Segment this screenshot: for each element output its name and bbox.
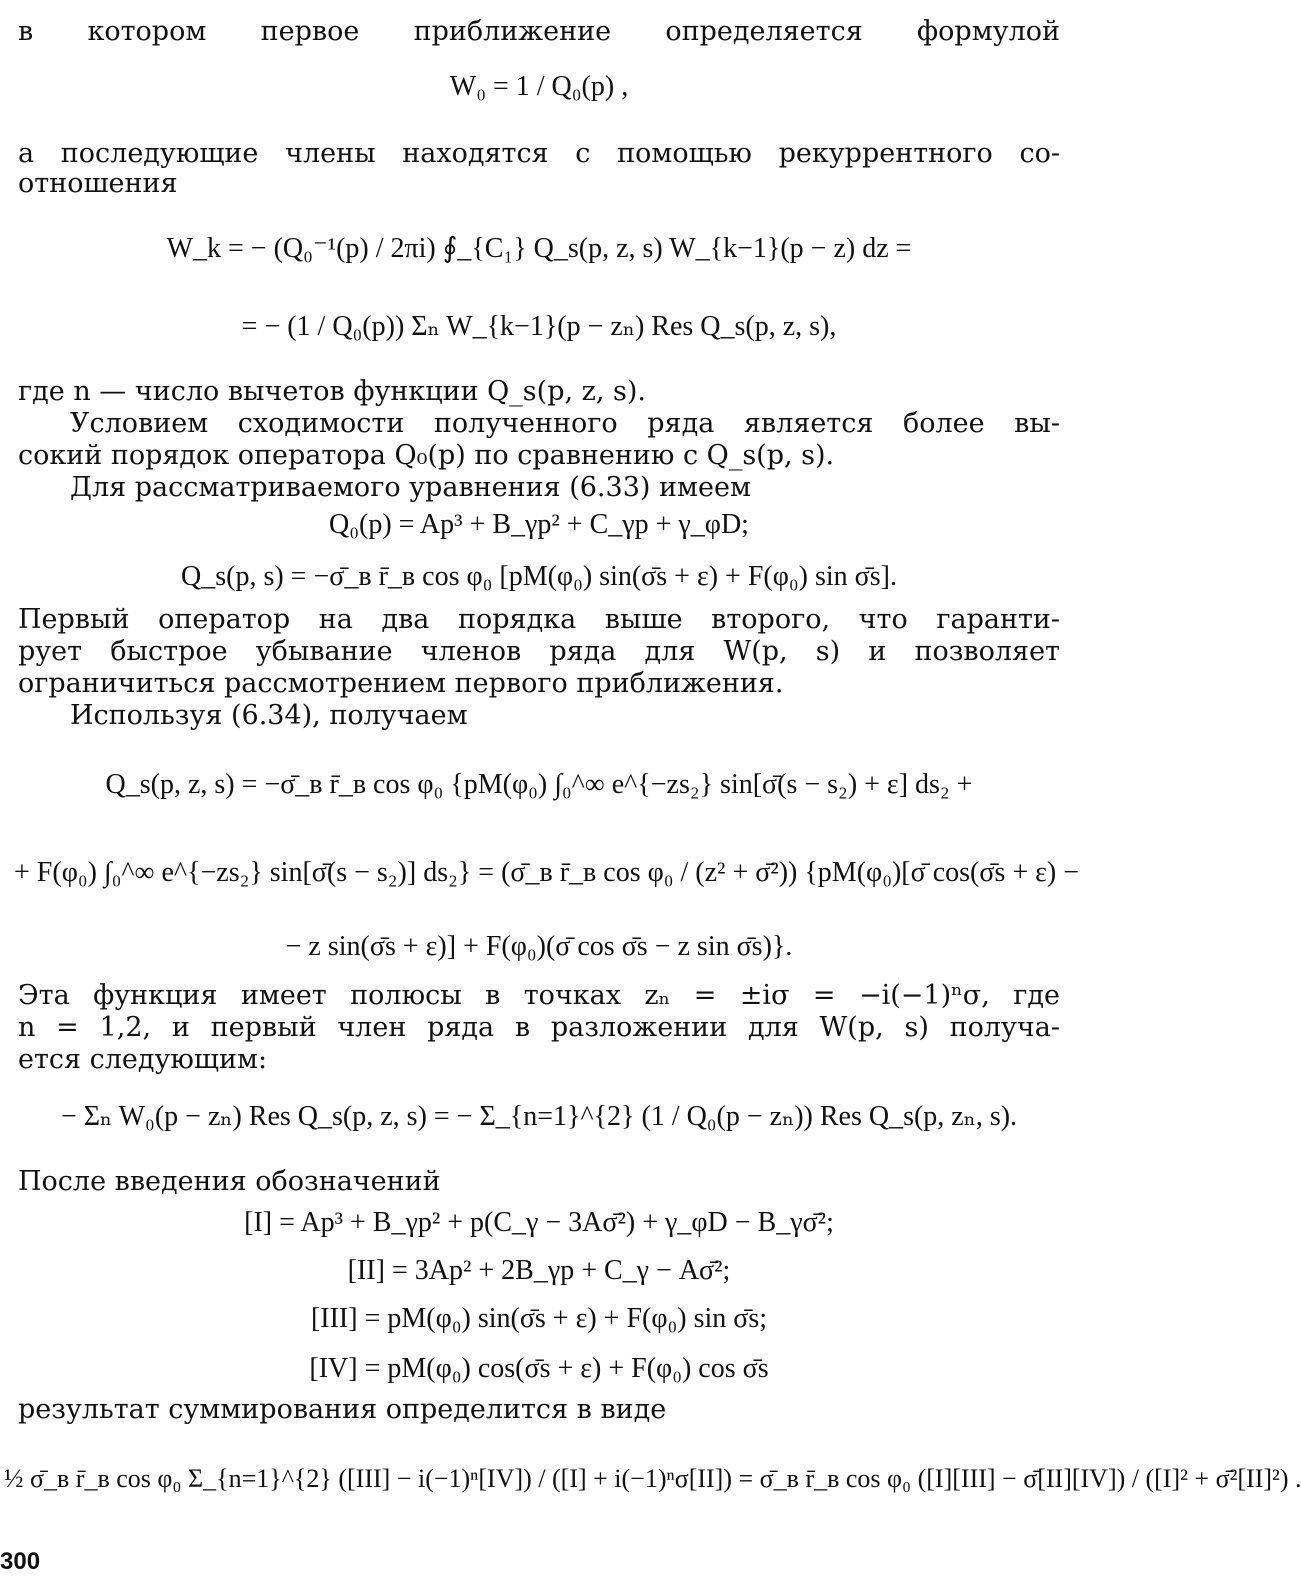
text-line: После введения обозначений <box>18 1166 441 1197</box>
text-line: рует быстрое убывание членов ряда для W(p, s) и позволяет <box>18 636 1060 667</box>
page-number: 300 <box>0 1548 41 1575</box>
text-line: результат суммирования определится в виде <box>18 1394 667 1425</box>
text-line: а последующие члены находятся с помощью рекуррентного со- <box>18 138 1060 169</box>
text-line: где n — число вычетов функции Q_s(p, z, s). <box>18 376 647 407</box>
equation: + F(φ₀) ∫₀^∞ e^{−zs₂} sin[σ̄(s − s₂)] ds₂} = (σ̄_в r̄_в cos φ₀ / (z² + σ̄²)) {pM(φ₀)[σ̄ cos(σ̄s + ε) − <box>14 857 1079 888</box>
text-line: отношения <box>18 168 178 199</box>
equation: [III] = pM(φ₀) sin(σ̄s + ε) + F(φ₀) sin σ̄s; <box>310 1303 768 1334</box>
equation: Q₀(p) = Ap³ + B_γp² + C_γp + γ_φD; <box>329 509 749 540</box>
equation: ½ σ̄_в r̄_в cos φ₀ Σ_{n=1}^{2} ([III] − i(−1)ⁿ[IV]) / ([I] + i(−1)ⁿσ[II]) = σ̄_в r̄_в cos φ₀ ([I][III] − σ̄[II][IV]) / ([I]² + σ̄²[II]²) . <box>4 1464 1301 1493</box>
text-line: Условием сходимости полученного ряда является более вы- <box>70 408 1060 439</box>
equation: = − (1 / Q₀(p)) Σₙ W_{k−1}(p − zₙ) Res Q_s(p, z, s), <box>241 311 837 342</box>
text-line: Эта функция имеет полюсы в точках zₙ = ±iσ = −i(−1)ⁿσ, где <box>18 980 1060 1011</box>
equation: Q_s(p, s) = −σ̄_в r̄_в cos φ₀ [pM(φ₀) sin(σ̄s + ε) + F(φ₀) sin σ̄s]. <box>181 561 897 592</box>
equation: W₀ = 1 / Q₀(p) , <box>449 71 629 102</box>
equation: − Σₙ W₀(p − zₙ) Res Q_s(p, z, s) = − Σ_{n=1}^{2} (1 / Q₀(p − zₙ)) Res Q_s(p, zₙ, s). <box>60 1101 1018 1132</box>
text-line: сокий порядок оператора Q₀(p) по сравнению с Q_s(p, s). <box>18 440 835 471</box>
equation: W_k = − (Q₀⁻¹(p) / 2πi) ∮_{C₁} Q_s(p, z, s) W_{k−1}(p − z) dz = <box>166 233 912 264</box>
equation: − z sin(σ̄s + ε)] + F(φ₀)(σ̄ cos σ̄s − z sin σ̄s)}. <box>285 931 793 962</box>
text-line: в котором первое приближение определяется формулой <box>18 16 1060 47</box>
equation: Q_s(p, z, s) = −σ̄_в r̄_в cos φ₀ {pM(φ₀) ∫₀^∞ e^{−zs₂} sin[σ̄(s − s₂) + ε] ds₂ + <box>105 769 973 800</box>
text-line: ограничиться рассмотрением первого приближения. <box>18 668 784 699</box>
text-line: Для рассматриваемого уравнения (6.33) имеем <box>70 472 751 503</box>
text-line: Используя (6.34), получаем <box>70 700 468 731</box>
equation: [IV] = pM(φ₀) cos(σ̄s + ε) + F(φ₀) cos σ̄s <box>309 1353 769 1384</box>
equation: [I] = Ap³ + B_γp² + p(C_γ − 3Aσ̄²) + γ_φD − B_γσ̄²; <box>244 1207 834 1238</box>
text-line: Первый оператор на два порядка выше второго, что гаранти- <box>18 604 1060 635</box>
equation: [II] = 3Ap² + 2B_γp + C_γ − Aσ̄²; <box>347 1255 731 1286</box>
text-line: ется следующим: <box>18 1044 268 1075</box>
text-line: n = 1,2, и первый член ряда в разложении для W(p, s) получа- <box>18 1012 1060 1043</box>
